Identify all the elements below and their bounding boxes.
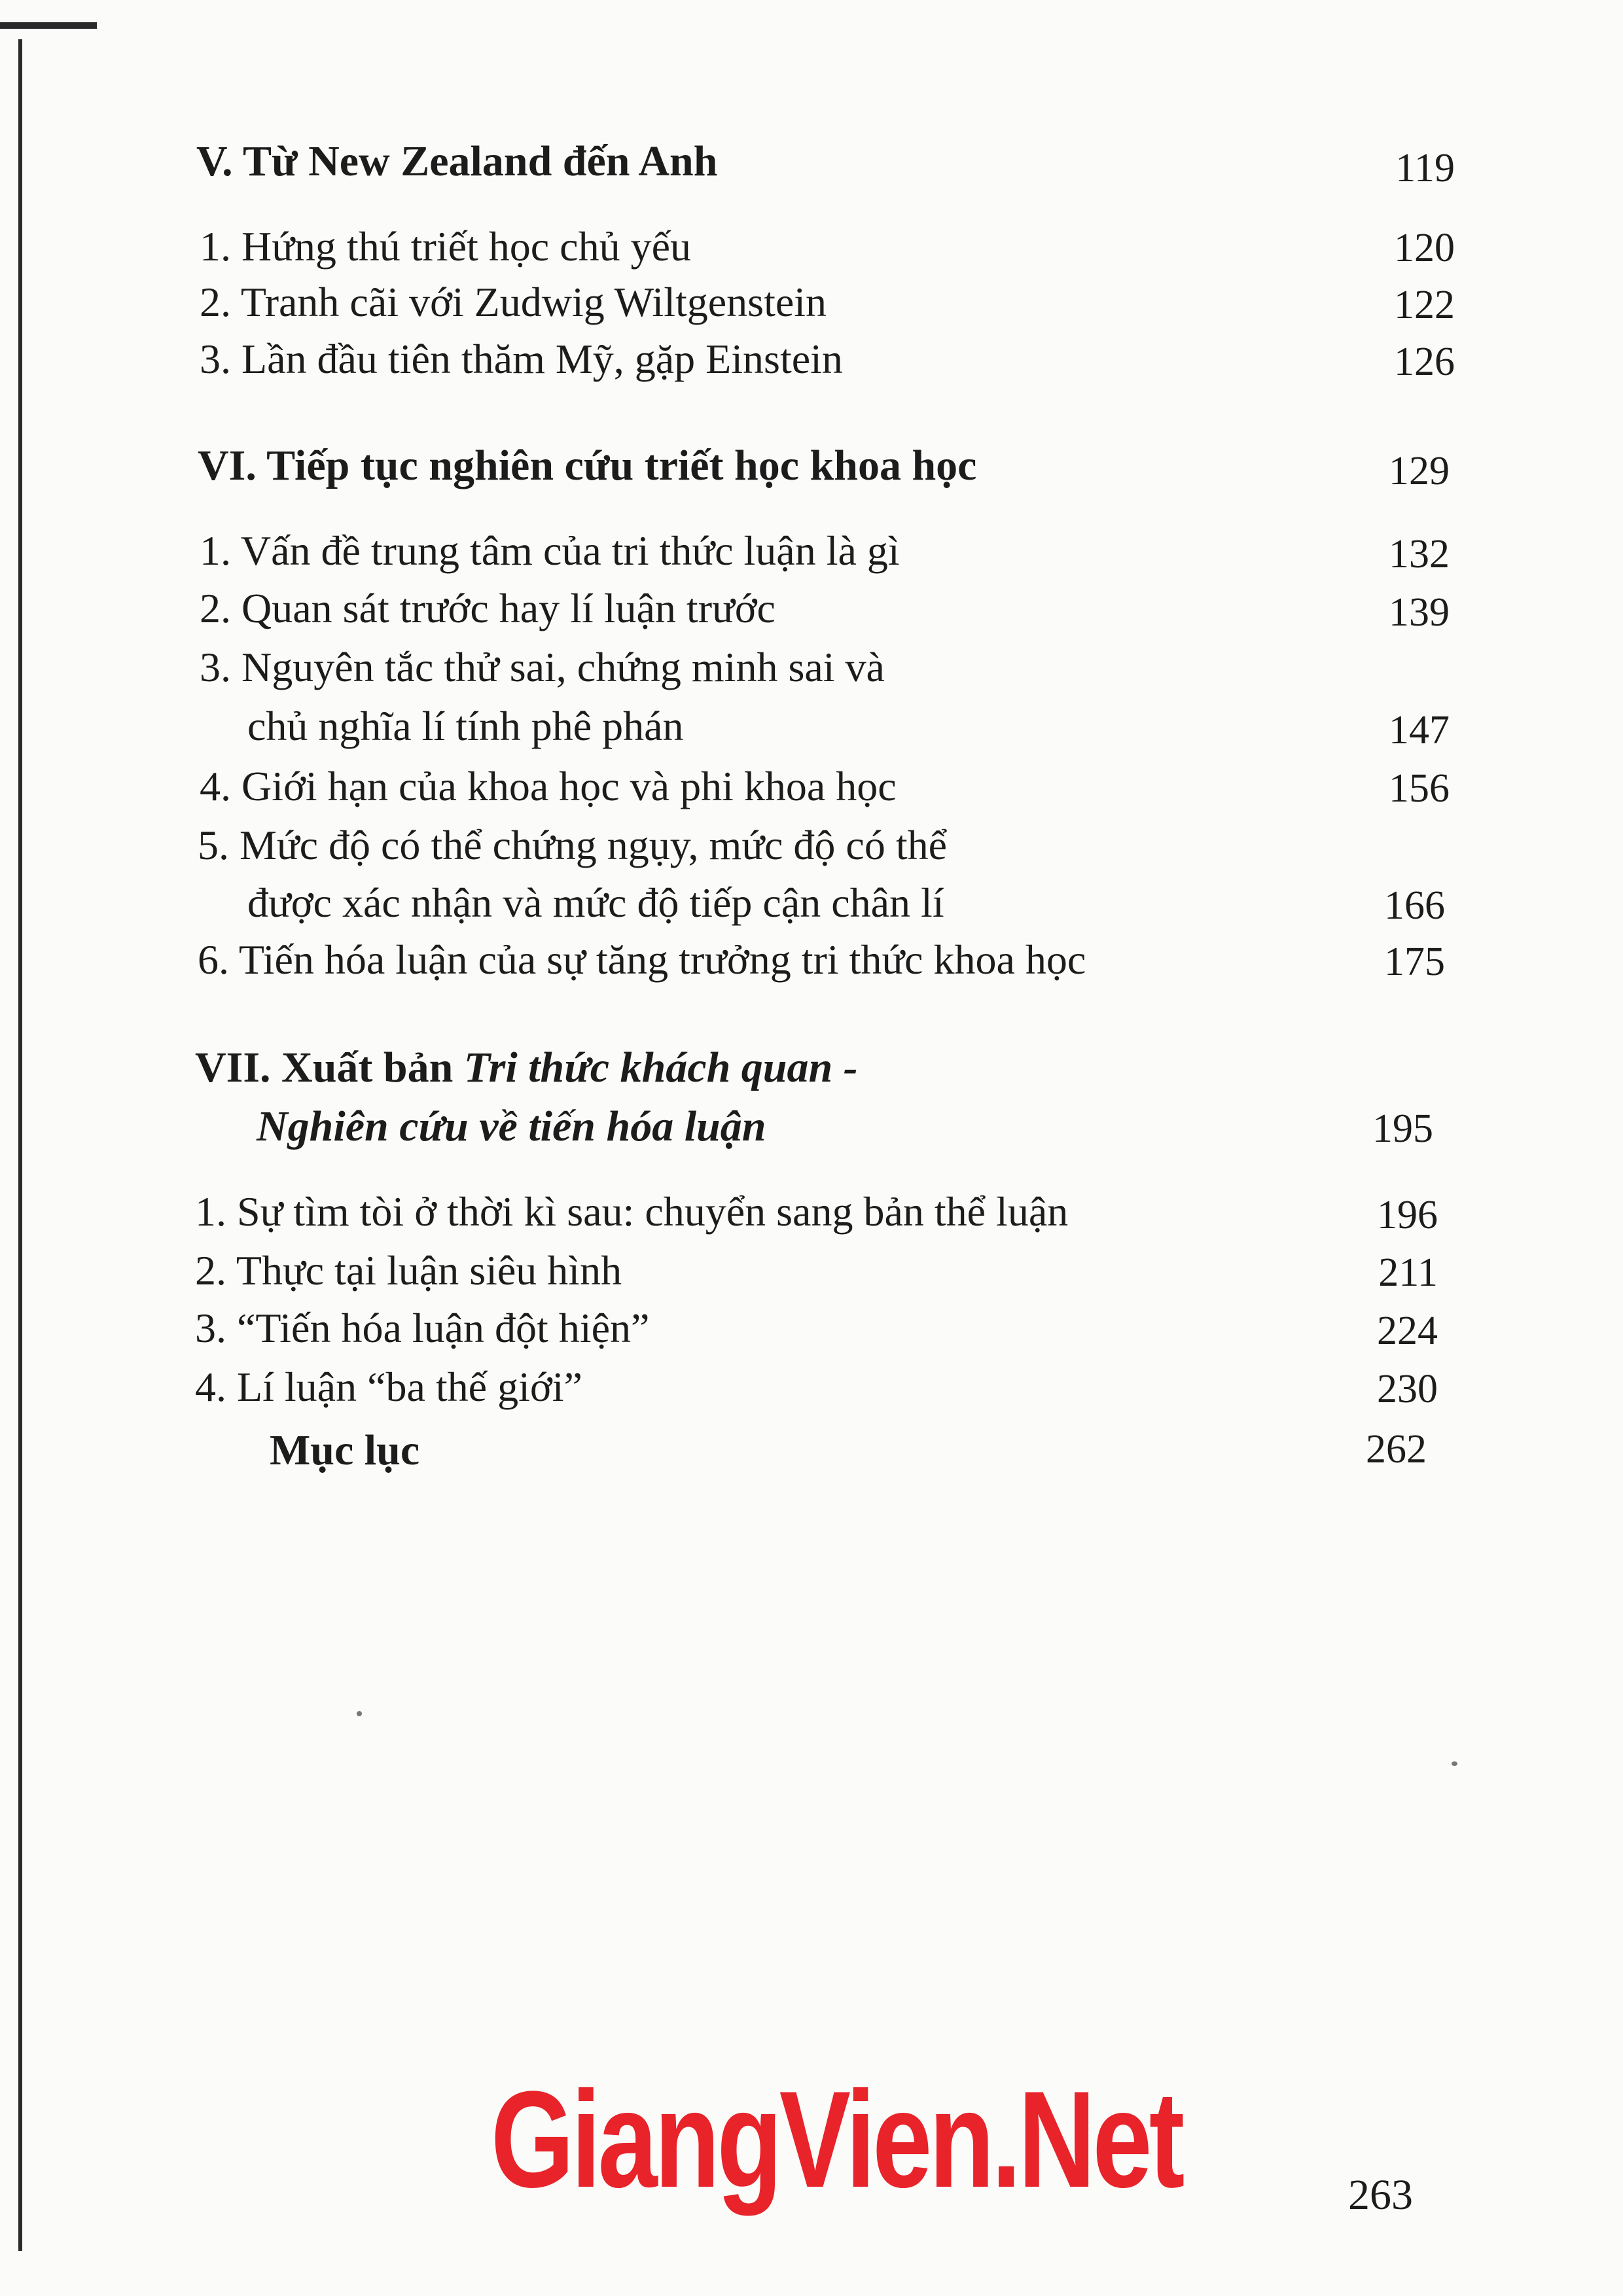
watermark-logo: GiangVien.Net	[491, 2062, 1182, 2216]
page-number: 263	[1348, 2171, 1413, 2219]
list-item-page: 132	[1389, 532, 1450, 576]
list-item-page: 166	[1384, 883, 1445, 928]
chapter-5-page: 119	[1395, 146, 1455, 190]
scan-speck	[1452, 1761, 1457, 1766]
scan-speck	[357, 1711, 362, 1716]
chapter-7-page: 195	[1372, 1106, 1433, 1151]
list-item-page: 211	[1378, 1250, 1438, 1295]
table-of-contents: V. Từ New Zealand đến Anh 119 1. Hứng thú triết học chủ yếu 120 2. Tranh cãi với Zudwig Wiltgenstein 122 3. Lần đầu tiên thăm Mỹ, gặp Einstein 126 VI. Tiếp tục nghiên cứu triết học khoa học 129 1. Vấn đề trung tâm của tri thức luận là gì 132 2. Quan sát trước hay lí luận trước 139 3. Nguyên tắc thử sai, chứng minh sai và chủ nghĩa lí tính phê phán 147 4. Giới hạn của khoa học và phi khoa học 156 5. Mức độ có thể chứng ngụy, mức độ có thể được xác nhận và mức độ tiếp cận chân lí 166 6. Tiến hóa luận của sự tăng trưởng tri thức khoa học 175 VII. Xuất bản Tri thức khách quan - Nghiên cứu về tiến hóa luận 195 1. Sự tìm tòi ở thời kì sau: chuyển sang bản thể luận 196 2. Thực tại luận siêu hình 211 3. “Tiến hóa luận đột hiện” 224 4. Lí luận “ba thế giới” 230 Mục lục 262	[0, 0, 1623, 2296]
index-page: 262	[1366, 1427, 1427, 1472]
list-item-page: 126	[1394, 340, 1455, 384]
list-item-page: 147	[1389, 708, 1450, 752]
list-item-page: 120	[1394, 226, 1455, 270]
list-item-page: 122	[1394, 283, 1455, 327]
list-item-page: 196	[1377, 1193, 1438, 1237]
list-item-page: 224	[1377, 1309, 1438, 1353]
list-item-page: 230	[1377, 1367, 1438, 1411]
list-item-page: 156	[1389, 766, 1450, 811]
list-item-page: 139	[1389, 590, 1450, 635]
list-item-page: 175	[1384, 940, 1445, 984]
chapter-6-page: 129	[1389, 449, 1450, 493]
